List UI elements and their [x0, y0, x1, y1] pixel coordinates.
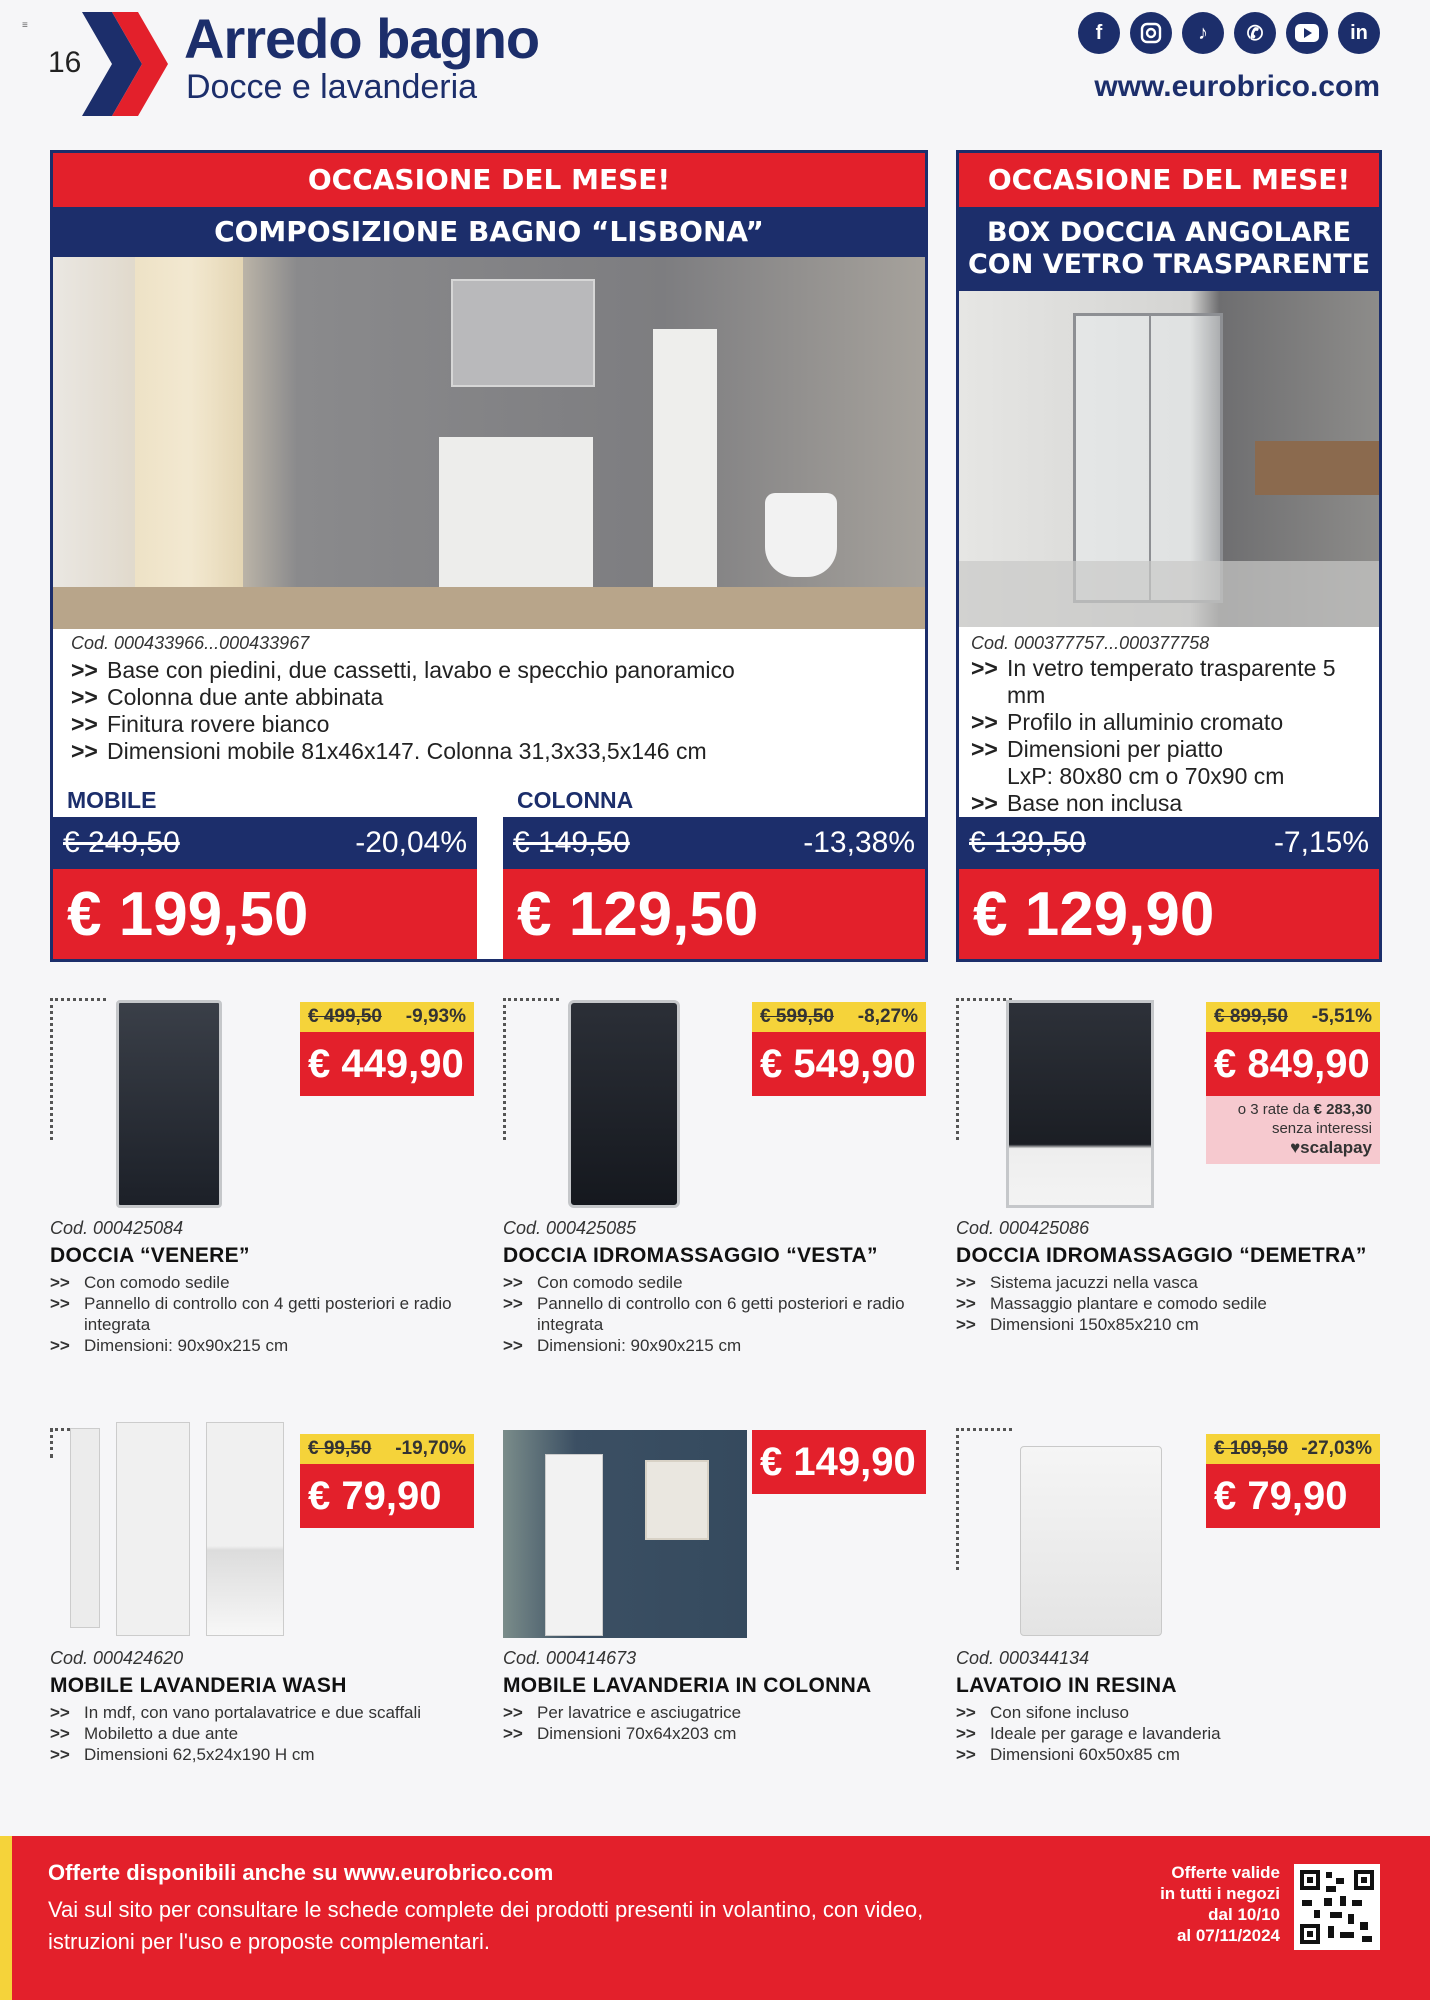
footer-accent-strip	[0, 1836, 12, 2000]
discount: -5,51%	[1311, 1006, 1372, 1027]
dotted-corner	[956, 1428, 1012, 1570]
feature-list	[956, 1702, 1366, 1765]
feature-list	[71, 657, 735, 765]
footer-text	[48, 1894, 998, 1958]
qr-code-icon[interactable]	[1294, 1864, 1380, 1950]
promo-title-line: CON VETRO TRASPARENTE	[967, 249, 1371, 280]
feature-item: >> Dimensioni: 90x90x215 cm	[50, 1335, 460, 1356]
old-price-bar	[959, 817, 1379, 869]
discount: -27,03%	[1301, 1438, 1372, 1459]
menu-mark: ≡	[22, 20, 28, 31]
instagram-icon[interactable]	[1130, 12, 1172, 54]
product-image-vesta	[568, 1000, 680, 1208]
old-price: € 109,50	[1214, 1438, 1288, 1459]
discount: -8,27%	[857, 1006, 918, 1027]
promo-banner: OCCASIONE DEL MESE!	[959, 153, 1379, 207]
discount: -9,93%	[405, 1006, 466, 1027]
shower-box-photo	[959, 291, 1379, 627]
price: € 129,90	[959, 869, 1379, 959]
feature-item: >> Dimensioni per piatto	[971, 736, 1377, 763]
old-price: € 139,50	[969, 826, 1086, 859]
youtube-icon[interactable]	[1286, 12, 1328, 54]
dotted-corner	[503, 998, 559, 1140]
heart-icon: ♥	[1290, 1138, 1301, 1157]
social-links	[1078, 12, 1380, 54]
dotted-corner	[50, 998, 106, 1140]
promo-title: COMPOSIZIONE BAGNO “LISBONA”	[53, 207, 925, 257]
facebook-icon[interactable]: f	[1078, 12, 1120, 54]
installments-text	[1206, 1100, 1372, 1119]
old-price-tag	[300, 1002, 474, 1032]
bathroom-photo	[53, 257, 925, 629]
website-link[interactable]: www.eurobrico.com	[1094, 70, 1380, 103]
feature-item: >> Dimensioni mobile 81x46x147. Colonna 31,3x33,5x146 cm	[71, 738, 735, 765]
feature-item-continued	[971, 763, 1377, 790]
old-price-tag	[752, 1002, 926, 1032]
old-price-tag	[300, 1434, 474, 1464]
validity-info	[1100, 1862, 1280, 1946]
feature-item: >> Dimensioni 150x85x210 cm	[956, 1314, 1366, 1335]
page-number: 16	[48, 46, 82, 79]
old-price-tag	[1206, 1002, 1380, 1032]
mobile-label: MOBILE	[67, 787, 157, 813]
old-price: € 599,50	[760, 1006, 834, 1027]
page-title: Arredo bagno	[184, 7, 540, 70]
footer-text-line: istruzioni per l'uso e proposte complementari.	[48, 1929, 490, 1954]
product-image-wash-unit	[206, 1422, 284, 1636]
feature-item: >> Pannello di controllo con 6 getti posteriori e radio integrata	[503, 1293, 913, 1335]
feature-item: >> Massaggio plantare e comodo sedile	[956, 1293, 1366, 1314]
feature-list	[971, 655, 1377, 817]
product-code: Cod. 000425085	[503, 1218, 637, 1238]
feature-item: >> In vetro temperato trasparente 5 mm	[971, 655, 1377, 709]
promo-box-doccia	[956, 150, 1382, 962]
product-title: LAVATOIO IN RESINA	[956, 1674, 1177, 1697]
product-image-wash-shelf	[116, 1422, 190, 1636]
tiktok-icon[interactable]: ♪	[1182, 12, 1224, 54]
price: € 549,90	[752, 1032, 926, 1096]
product-image-lavatoio	[1020, 1446, 1162, 1636]
dotted-corner	[956, 998, 1012, 1140]
feature-item: >> Dimensioni: 90x90x215 cm	[503, 1335, 913, 1356]
feature-item: >> Finitura rovere bianco	[71, 711, 735, 738]
product-title: DOCCIA “VENERE”	[50, 1244, 250, 1267]
product-image-wash-column	[70, 1428, 100, 1628]
product-code: Cod. 000344134	[956, 1648, 1090, 1668]
product-code: Cod. 000424620	[50, 1648, 184, 1668]
feature-item: >> Mobiletto a due ante	[50, 1723, 470, 1744]
mobile-old-price: € 249,50	[63, 826, 180, 859]
old-price-tag	[1206, 1434, 1380, 1464]
footer-banner	[0, 1836, 1430, 2000]
colonna-price: € 129,50	[503, 869, 925, 959]
product-code: Cod. 000425084	[50, 1218, 184, 1238]
product-title: DOCCIA IDROMASSAGGIO “DEMETRA”	[956, 1244, 1367, 1267]
feature-item: >> Con comodo sedile	[50, 1272, 460, 1293]
price: € 449,90	[300, 1032, 474, 1096]
feature-item: >> Profilo in alluminio cromato	[971, 709, 1377, 736]
product-image-venere	[116, 1000, 222, 1208]
feature-item: >> Pannello di controllo con 4 getti posteriori e radio integrata	[50, 1293, 460, 1335]
installments-note: senza interessi	[1271, 1120, 1372, 1137]
feature-item: >> Base non inclusa	[971, 790, 1377, 817]
feature-text: LxP: 80x80 cm o 70x90 cm	[1007, 763, 1285, 789]
colonna-old-price: € 149,50	[513, 826, 630, 859]
feature-list	[503, 1702, 913, 1744]
price: € 849,90	[1206, 1032, 1380, 1096]
discount: -19,70%	[395, 1438, 466, 1459]
colonna-label: COLONNA	[517, 787, 634, 813]
discount: -7,15%	[1273, 826, 1369, 859]
promo-title	[959, 207, 1379, 291]
dotted-corner	[50, 1428, 70, 1458]
price: € 79,90	[1206, 1464, 1380, 1528]
feature-item: >> Dimensioni 62,5x24x190 H cm	[50, 1744, 470, 1765]
price: € 79,90	[300, 1464, 474, 1528]
validity-line: dal 10/10	[1208, 1905, 1280, 1924]
feature-item: >> Base con piedini, due cassetti, lavabo e specchio panoramico	[71, 657, 735, 684]
installments-label: o 3 rate da	[1237, 1101, 1310, 1118]
feature-item: >> Colonna due ante abbinata	[71, 684, 735, 711]
installments-amount: € 283,30	[1313, 1101, 1372, 1118]
validity-line: al 07/11/2024	[1176, 1926, 1280, 1945]
validity-line: Offerte valide	[1171, 1863, 1280, 1882]
old-price: € 99,50	[308, 1438, 372, 1459]
product-code: Cod. 000425086	[956, 1218, 1090, 1238]
promo-title-line: BOX DOCCIA ANGOLARE	[986, 217, 1352, 248]
scalapay-logo	[1206, 1138, 1372, 1157]
product-title: MOBILE LAVANDERIA WASH	[50, 1674, 347, 1697]
feature-item: >> Con comodo sedile	[503, 1272, 913, 1293]
feature-item: >> In mdf, con vano portalavatrice e due scaffali	[50, 1702, 470, 1723]
feature-item: >> Sistema jacuzzi nella vasca	[956, 1272, 1366, 1293]
promo-banner: OCCASIONE DEL MESE!	[53, 153, 925, 207]
product-image-demetra	[1006, 1000, 1154, 1208]
product-code: Cod. 000433966...000433967	[71, 633, 310, 653]
feature-item: >> Per lavatrice e asciugatrice	[503, 1702, 913, 1723]
installments-box	[1206, 1096, 1380, 1164]
product-title: MOBILE LAVANDERIA IN COLONNA	[503, 1674, 872, 1697]
scalapay-label: scalapay	[1300, 1138, 1372, 1157]
mobile-discount: -20,04%	[355, 826, 467, 859]
old-price: € 899,50	[1214, 1006, 1288, 1027]
linkedin-icon[interactable]: in	[1338, 12, 1380, 54]
page-subtitle: Docce e lavanderia	[186, 68, 478, 106]
validity-line: in tutti i negozi	[1160, 1884, 1280, 1903]
footer-text-line: Vai sul sito per consultare le schede complete dei prodotti presenti in volantino, con video,	[48, 1897, 924, 1922]
feature-list	[956, 1272, 1366, 1335]
feature-list	[50, 1702, 470, 1765]
mobile-price: € 199,50	[53, 869, 477, 959]
feature-item: >> Dimensioni 70x64x203 cm	[503, 1723, 913, 1744]
old-price: € 499,50	[308, 1006, 382, 1027]
product-code: Cod. 000377757...000377758	[971, 633, 1210, 653]
footer-headline[interactable]: Offerte disponibili anche su www.eurobrico.com	[48, 1860, 554, 1885]
feature-list	[50, 1272, 460, 1356]
product-title: DOCCIA IDROMASSAGGIO “VESTA”	[503, 1244, 878, 1267]
price: € 149,90	[752, 1430, 926, 1494]
whatsapp-icon[interactable]: ✆	[1234, 12, 1276, 54]
feature-list	[503, 1272, 913, 1356]
colonna-discount: -13,38%	[803, 826, 915, 859]
feature-item: >> Con sifone incluso	[956, 1702, 1366, 1723]
product-image-colonna	[503, 1430, 747, 1638]
feature-item: >> Dimensioni 60x50x85 cm	[956, 1744, 1366, 1765]
chevron-logo-icon	[82, 12, 168, 116]
feature-item: >> Ideale per garage e lavanderia	[956, 1723, 1366, 1744]
mobile-old-price-bar	[53, 817, 477, 869]
promo-lisbona	[50, 150, 928, 962]
colonna-old-price-bar	[503, 817, 925, 869]
product-code: Cod. 000414673	[503, 1648, 637, 1668]
